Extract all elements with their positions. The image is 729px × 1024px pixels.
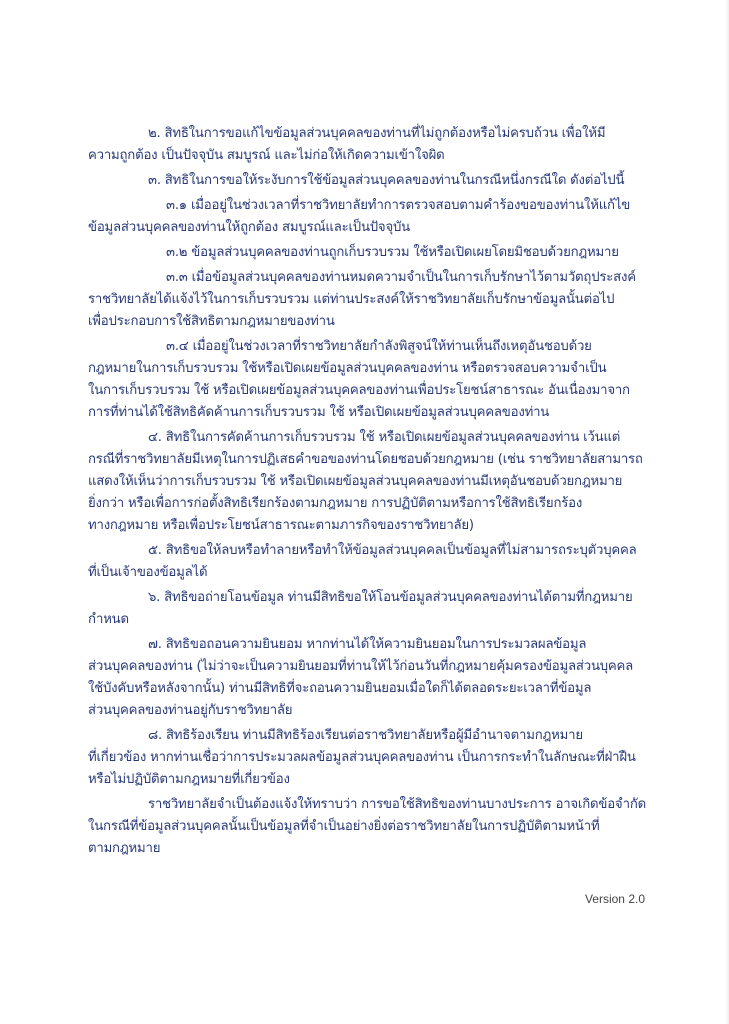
document-line: กรณีที่ราชวิทยาลัยมีเหตุในการปฏิเสธคำขอของท่านโดยชอบด้วยกฎหมาย (เช่น ราชวิทยาลัยสามารถ bbox=[88, 452, 643, 467]
document-line: ๓.๒ ข้อมูลส่วนบุคคลของท่านถูกเก็บรวบรวม ใช้หรือเปิดเผยโดยมิชอบด้วยกฎหมาย bbox=[166, 245, 619, 260]
document-line: แสดงให้เห็นว่าการเก็บรวบรวม ใช้ หรือเปิดเผยข้อมูลส่วนบุคคลของท่านมีเหตุอันชอบด้วยกฎหมาย bbox=[88, 474, 623, 489]
document-line: หรือไม่ปฏิบัติตามกฎหมายที่เกี่ยวข้อง bbox=[88, 772, 290, 787]
document-line: ส่วนบุคคลของท่านอยู่กับราชวิทยาลัย bbox=[88, 703, 293, 718]
document-body bbox=[88, 123, 648, 860]
document-line: ราชวิทยาลัยได้แจ้งไว้ในการเก็บรวบรวม แต่ท่านประสงค์ให้ราชวิทยาลัยเก็บรักษาข้อมูลนั้นต่อไป bbox=[88, 292, 615, 307]
document-line: ๖. สิทธิขอถ่ายโอนข้อมูล ท่านมีสิทธิขอให้โอนข้อมูลส่วนบุคคลของท่านได้ตามที่กฎหมาย bbox=[148, 590, 633, 605]
document-line: ที่เป็นเจ้าของข้อมูลได้ bbox=[88, 565, 208, 580]
document-line: การที่ท่านได้ใช้สิทธิคัดค้านการเก็บรวบรวม ใช้ หรือเปิดเผยข้อมูลส่วนบุคคลของท่าน bbox=[88, 405, 550, 420]
document-line: ๓.๓ เมื่อข้อมูลส่วนบุคคลของท่านหมดความจำเป็นในการเก็บรักษาไว้ตามวัตถุประสงค์ bbox=[166, 270, 636, 285]
document-line: ๓. สิทธิในการขอให้ระงับการใช้ข้อมูลส่วนบุคคลของท่านในกรณีหนึ่งกรณีใด ดังต่อไปนี้ bbox=[148, 173, 625, 188]
document-line: ๕. สิทธิขอให้ลบหรือทำลายหรือทำให้ข้อมูลส่วนบุคคลเป็นข้อมูลที่ไม่สามารถระบุตัวบุคคล bbox=[148, 543, 637, 558]
document-line: ๒. สิทธิในการขอแก้ไขข้อมูลส่วนบุคคลของท่านที่ไม่ถูกต้องหรือไม่ครบถ้วน เพื่อให้มี bbox=[148, 126, 606, 141]
document-line: ๗. สิทธิขอถอนความยินยอม หากท่านได้ให้ความยินยอมในการประมวลผลข้อมูล bbox=[148, 637, 587, 652]
version-label: Version 2.0 bbox=[584, 892, 645, 906]
document-line: ๓.๑ เมื่ออยู่ในช่วงเวลาที่ราชวิทยาลัยทำการตรวจสอบตามคำร้องขอของท่านให้แก้ไข bbox=[166, 198, 631, 213]
page-edge bbox=[725, 0, 729, 1024]
document-line: ๔. สิทธิในการคัดค้านการเก็บรวบรวม ใช้ หรือเปิดเผยข้อมูลส่วนบุคคลของท่าน เว้นแต่ bbox=[148, 430, 621, 445]
document-line: ๓.๔ เมื่ออยู่ในช่วงเวลาที่ราชวิทยาลัยกำลังพิสูจน์ให้ท่านเห็นถึงเหตุอันชอบด้วย bbox=[166, 339, 592, 354]
document-line: ในกรณีที่ข้อมูลส่วนบุคคลนั้นเป็นข้อมูลที่จำเป็นอย่างยิ่งต่อราชวิทยาลัยในการปฏิบัติตามหน้าที่ bbox=[88, 819, 600, 834]
document-line: กฎหมายในการเก็บรวบรวม ใช้หรือเปิดเผยข้อมูลส่วนบุคคลของท่าน หรือตรวจสอบความจำเป็น bbox=[88, 361, 607, 376]
document-line: กำหนด bbox=[88, 612, 129, 627]
document-line: ส่วนบุคคลของท่าน (ไม่ว่าจะเป็นความยินยอมที่ท่านให้ไว้ก่อนวันที่กฎหมายคุ้มครองข้อมูลส่วนบุคคล bbox=[88, 659, 634, 674]
document-line: ราชวิทยาลัยจำเป็นต้องแจ้งให้ทราบว่า การขอใช้สิทธิของท่านบางประการ อาจเกิดข้อจำกัด bbox=[148, 797, 646, 812]
document-line: เพื่อประกอบการใช้สิทธิตามกฎหมายของท่าน bbox=[88, 314, 335, 329]
document-line: ๘. สิทธิร้องเรียน ท่านมีสิทธิร้องเรียนต่อราชวิทยาลัยหรือผู้มีอำนาจตามกฎหมาย bbox=[148, 728, 583, 743]
document-line: ความถูกต้อง เป็นปัจจุบัน สมบูรณ์ และไม่ก่อให้เกิดความเข้าใจผิด bbox=[88, 148, 445, 163]
document-line: ในการเก็บรวบรวม ใช้ หรือเปิดเผยข้อมูลส่วนบุคคลของท่านเพื่อประโยชน์สาธารณะ อันเนื่องมาจาก bbox=[88, 383, 630, 398]
document-line: ข้อมูลส่วนบุคคลของท่านให้ถูกต้อง สมบูรณ์และเป็นปัจจุบัน bbox=[88, 220, 410, 235]
document-line: ตามกฎหมาย bbox=[88, 841, 161, 856]
document-line: ทางกฎหมาย หรือเพื่อประโยชน์สาธารณะตามภารกิจของราชวิทยาลัย) bbox=[88, 518, 474, 533]
document-line: ใช้บังคับหรือหลังจากนั้น) ท่านมีสิทธิที่จะถอนความยินยอมเมื่อใดก็ได้ตลอดระยะเวลาที่ข้อมูล bbox=[88, 681, 592, 696]
document-line: ยิ่งกว่า หรือเพื่อการก่อตั้งสิทธิเรียกร้องตามกฎหมาย การปฏิบัติตามหรือการใช้สิทธิเรียกร้อง bbox=[88, 496, 583, 511]
document-line: ที่เกี่ยวข้อง หากท่านเชื่อว่าการประมวลผลข้อมูลส่วนบุคคลของท่าน เป็นการกระทำในลักษณะที่ฝ่าฝืน bbox=[88, 750, 636, 765]
